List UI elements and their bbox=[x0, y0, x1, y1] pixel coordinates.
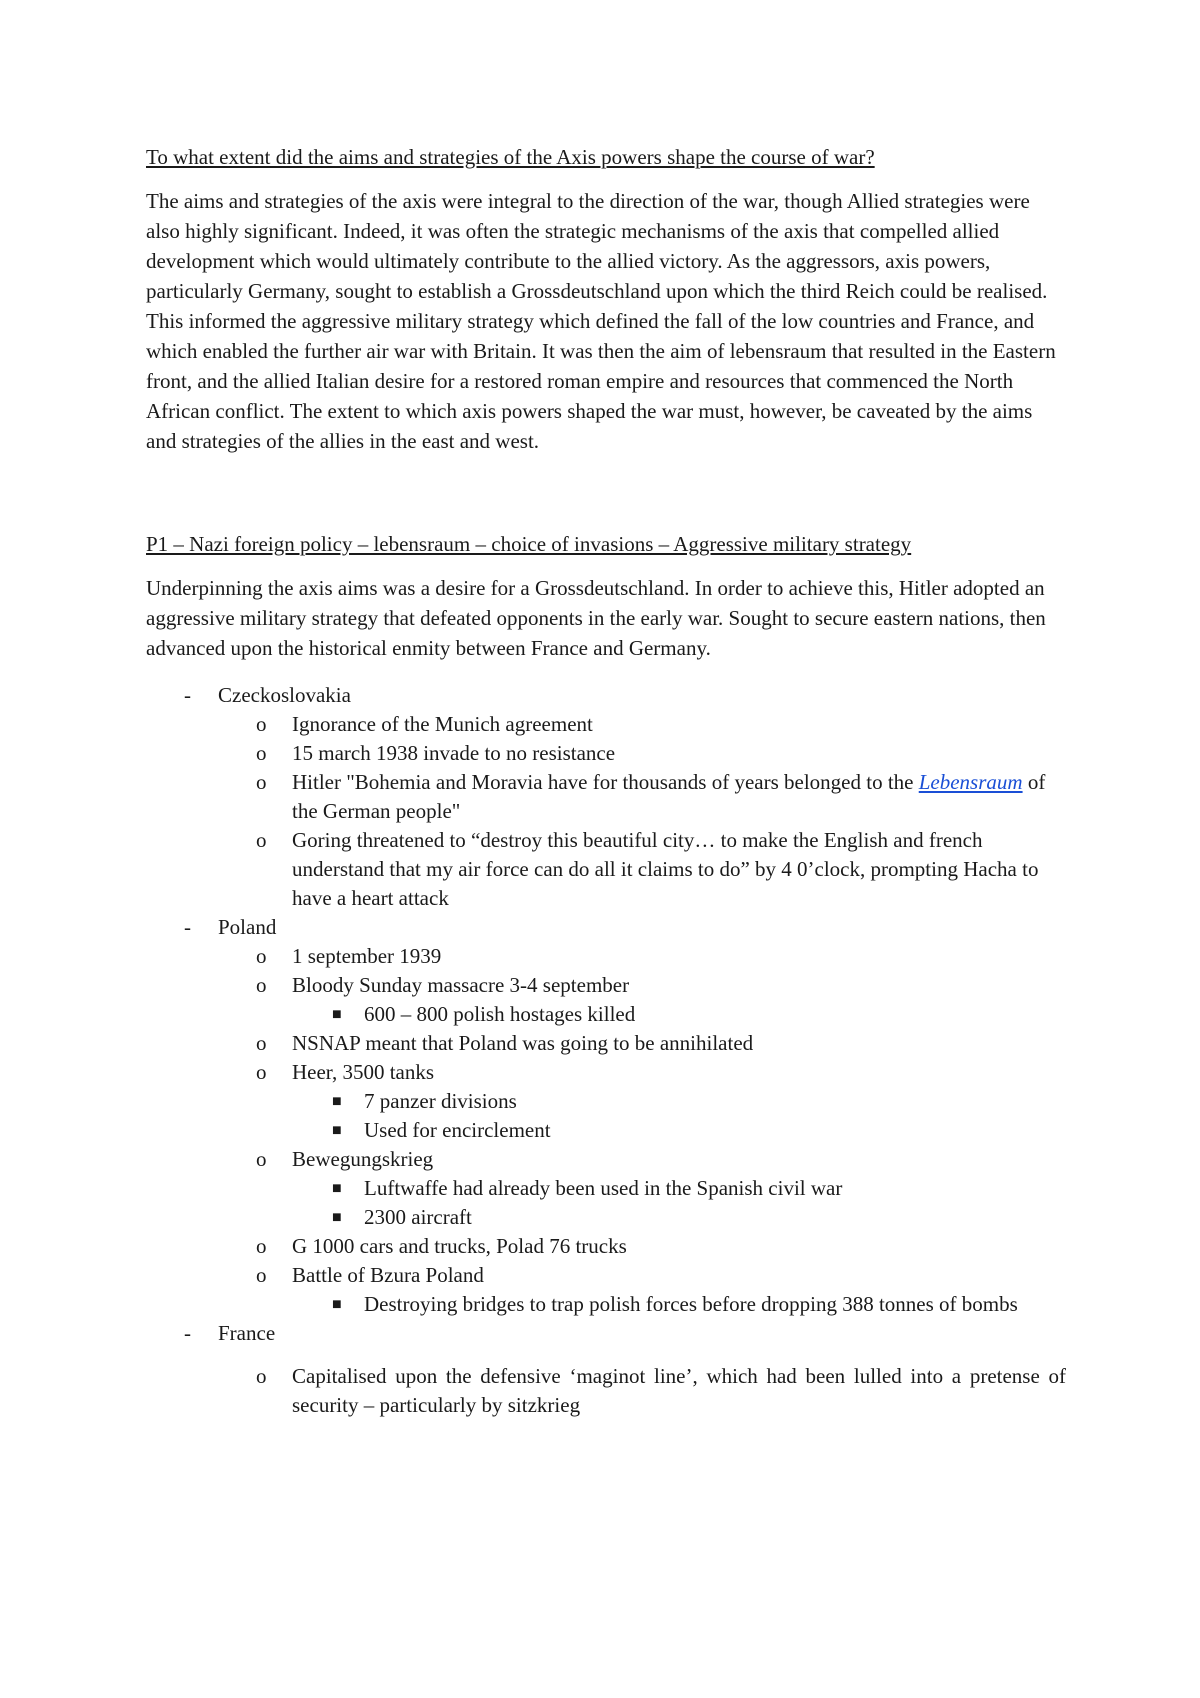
list-item bbox=[146, 913, 1066, 1319]
p1-heading: P1 – Nazi foreign policy – lebensraum – choice of invasions – Aggressive military strategy bbox=[146, 532, 912, 556]
outline-czech-label: Czeckoslovakia bbox=[218, 683, 351, 707]
circle-bullet: o bbox=[256, 1031, 267, 1055]
circle-bullet: o bbox=[256, 1263, 267, 1287]
list-item-text: of the German people" bbox=[292, 770, 1046, 823]
list-item bbox=[146, 1362, 1066, 1420]
p1-paragraph: Underpinning the axis aims was a desire for a Grossdeutschland. In order to achieve this, Hitler adopted an aggressive military strategy that defeated opponents in the early war. Sought to secure eastern nations, then advanced upon the historical enmity between France and Germany. bbox=[146, 576, 1046, 660]
square-bullet: ■ bbox=[332, 1122, 342, 1139]
list-item bbox=[146, 1261, 1066, 1319]
dash-bullet: - bbox=[184, 915, 191, 939]
list-item-text: Ignorance of the Munich agreement bbox=[292, 712, 593, 736]
list-item-text: Capitalised upon the defensive ‘maginot line’, which had been lulled into a pretense of security – particularly by sitzkrieg bbox=[292, 1364, 1066, 1417]
square-bullet: ■ bbox=[332, 1296, 342, 1313]
square-bullet: ■ bbox=[332, 1180, 342, 1197]
list-item bbox=[146, 1000, 1066, 1029]
list-item-text: Heer, 3500 tanks bbox=[292, 1060, 435, 1084]
list-item-text: G 1000 cars and trucks, Polad 76 trucks bbox=[292, 1234, 627, 1258]
dash-bullet: - bbox=[184, 683, 191, 707]
list-item-text: 7 panzer divisions bbox=[364, 1089, 517, 1113]
list-item bbox=[146, 1145, 1066, 1232]
square-bullet: ■ bbox=[332, 1006, 342, 1023]
lebensraum-link[interactable]: Lebensraum bbox=[918, 770, 1023, 794]
list-item bbox=[146, 1290, 1066, 1319]
circle-bullet: o bbox=[256, 828, 267, 852]
document-page bbox=[146, 142, 1066, 1420]
circle-bullet: o bbox=[256, 1364, 267, 1388]
circle-bullet: o bbox=[256, 770, 267, 794]
circle-bullet: o bbox=[256, 741, 267, 765]
list-item-text: 600 – 800 polish hostages killed bbox=[364, 1002, 636, 1026]
list-item-text: Bewegungskrieg bbox=[292, 1147, 434, 1171]
list-item bbox=[146, 1058, 1066, 1145]
list-item-text: Luftwaffe had already been used in the Spanish civil war bbox=[364, 1176, 843, 1200]
list-item bbox=[146, 768, 1066, 826]
list-item-text: Used for encirclement bbox=[364, 1118, 551, 1142]
list-item-text: NSNAP meant that Poland was going to be annihilated bbox=[292, 1031, 754, 1055]
list-item bbox=[146, 826, 1066, 913]
square-bullet: ■ bbox=[332, 1093, 342, 1110]
list-item-text: Goring threatened to “destroy this beautiful city… to make the English and french understand that my air force can do all it claims to do” by 4 0’clock, prompting Hacha to have a heart attack bbox=[292, 828, 1039, 910]
list-item-text: 2300 aircraft bbox=[364, 1205, 472, 1229]
essay-question: To what extent did the aims and strategies of the Axis powers shape the course of war? bbox=[146, 145, 875, 169]
list-item bbox=[146, 942, 1066, 971]
list-item bbox=[146, 1029, 1066, 1058]
circle-bullet: o bbox=[256, 1147, 267, 1171]
list-item-text: Bloody Sunday massacre 3-4 september bbox=[292, 973, 630, 997]
list-item-text: Battle of Bzura Poland bbox=[292, 1263, 484, 1287]
list-item-text: 1 september 1939 bbox=[292, 944, 442, 968]
list-item-text: Destroying bridges to trap polish forces before dropping 388 tonnes of bombs bbox=[364, 1292, 1018, 1316]
list-item bbox=[146, 739, 1066, 768]
circle-bullet: o bbox=[256, 1060, 267, 1084]
square-bullet: ■ bbox=[332, 1209, 342, 1226]
list-item-text: 15 march 1938 invade to no resistance bbox=[292, 741, 616, 765]
list-item bbox=[146, 1174, 1066, 1203]
dash-bullet: - bbox=[184, 1321, 191, 1345]
list-item bbox=[146, 1319, 1066, 1420]
circle-bullet: o bbox=[256, 1234, 267, 1258]
outline-poland-label: Poland bbox=[218, 915, 277, 939]
circle-bullet: o bbox=[256, 944, 267, 968]
outline-france-label: France bbox=[218, 1321, 276, 1345]
list-item bbox=[146, 1087, 1066, 1116]
circle-bullet: o bbox=[256, 973, 267, 997]
outline-list bbox=[146, 681, 1066, 1420]
list-item bbox=[146, 681, 1066, 913]
list-item-text: Hitler "Bohemia and Moravia have for thousands of years belonged to the bbox=[292, 770, 919, 794]
circle-bullet: o bbox=[256, 712, 267, 736]
list-item bbox=[146, 1232, 1066, 1261]
list-item bbox=[146, 710, 1066, 739]
intro-paragraph: The aims and strategies of the axis were integral to the direction of the war, though Allied strategies were also highly significant. Indeed, it was often the strategic mechanisms of the axis that compelled allied development which would ultimately contribute to the allied victory. As the aggressors, axis powers, particularly Germany, sought to establish a Grossdeutschland upon which the third Reich could be realised. This informed the aggressive military strategy which defined the fall of the low countries and France, and which enabled the further air war with Britain. It was then the aim of lebensraum that resulted in the Eastern front, and the allied Italian desire for a restored roman empire and resources that commenced the North African conflict. The extent to which axis powers shaped the war must, however, be caveated by the aims and strategies of the allies in the east and west. bbox=[146, 189, 1056, 453]
list-item bbox=[146, 971, 1066, 1029]
list-item bbox=[146, 1116, 1066, 1145]
list-item bbox=[146, 1203, 1066, 1232]
